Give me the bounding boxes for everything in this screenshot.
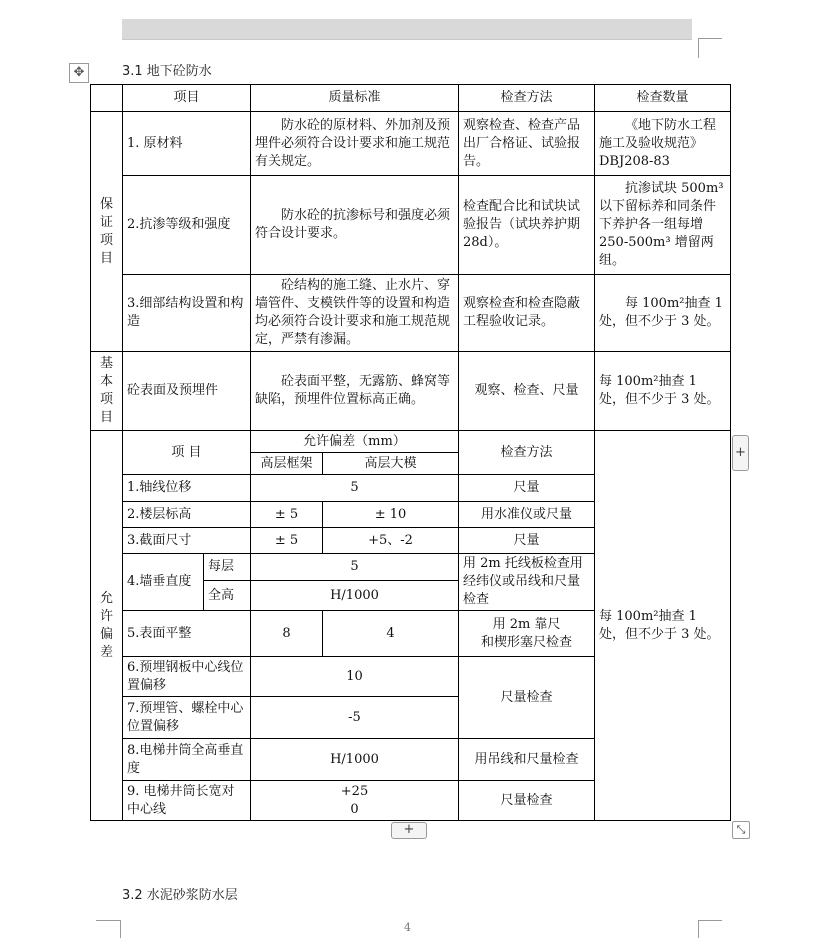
tolerance-method: 用 2m 托线板检查用经纬仪或吊线和尺量检查 <box>459 554 595 611</box>
header-item: 项目 <box>123 85 251 112</box>
basic-method: 观察、检查、尺量 <box>459 352 595 431</box>
tolerance-quantity: 每 100m²抽查 1 处，但不少于 3 处。 <box>595 431 731 821</box>
guarantee-standard: 防水砼的抗渗标号和强度必须符合设计要求。 <box>251 176 459 275</box>
guarantee-group-label: 保 证 项 目 <box>91 112 123 352</box>
tolerance-header-mold: 高层大模 <box>323 453 459 475</box>
table-move-handle-icon[interactable]: ✥ <box>69 63 89 83</box>
crop-mark <box>698 920 699 938</box>
value-line: 0 <box>350 801 359 817</box>
tolerance-item: 8.电梯井筒全高垂直度 <box>123 739 251 781</box>
tolerance-value: 5 <box>251 554 459 581</box>
guarantee-quantity: 每 100m²抽查 1处，但不少于 3 处。 <box>595 275 731 352</box>
crop-mark <box>96 920 120 921</box>
guarantee-item: 1. 原材料 <box>123 112 251 176</box>
method-line: 用 2m 靠尺 <box>492 616 561 632</box>
tolerance-value <box>251 781 459 821</box>
guarantee-standard: 砼结构的施工缝、止水片、穿墙管件、支模铁件等的设置和构造均必须符合设计要求和施工规范规定，严禁有渗漏。 <box>251 275 459 352</box>
tolerance-header-frame: 高层框架 <box>251 453 323 475</box>
tolerance-method: 尺量检查 <box>459 657 595 739</box>
page-number: 4 <box>404 921 411 934</box>
guarantee-standard: 防水砼的原材料、外加剂及预埋件必须符合设计要求和施工规范有关规定。 <box>251 112 459 176</box>
tolerance-subitem: 全高 <box>204 581 251 611</box>
tolerance-value: 5 <box>251 475 459 502</box>
guarantee-method: 检查配合比和试块试验报告（试块养护期 28d）。 <box>459 176 595 275</box>
crop-mark <box>698 920 722 921</box>
tolerance-value: -5 <box>251 697 459 739</box>
tolerance-item: 4.墙垂直度 <box>123 554 204 611</box>
quality-table <box>90 84 731 821</box>
guarantee-quantity: 抗渗试块 500m³以下留标养和同条件下养护各一组每增 250-500m³ 增留两组。 <box>595 176 731 275</box>
tolerance-item: 7.预埋管、螺栓中心位置偏移 <box>123 697 251 739</box>
tolerance-item: 2.楼层标高 <box>123 502 251 528</box>
tolerance-mold-value: +5、-2 <box>323 528 459 554</box>
tolerance-mold-value: 4 <box>323 611 459 657</box>
tolerance-frame-value: ± 5 <box>251 502 323 528</box>
tolerance-method: 尺量 <box>459 528 595 554</box>
tolerance-mold-value: ± 10 <box>323 502 459 528</box>
guarantee-method: 观察检查、检查产品出厂合格证、试验报告。 <box>459 112 595 176</box>
guarantee-item: 2.抗渗等级和强度 <box>123 176 251 275</box>
header-standard: 质量标准 <box>251 85 459 112</box>
basic-group-label: 基 本 项 目 <box>91 352 123 431</box>
tolerance-method: 用水准仪或尺量 <box>459 502 595 528</box>
tolerance-header-deviation: 允许偏差（mm） <box>251 431 459 453</box>
tolerance-header-item: 项 目 <box>123 431 251 475</box>
tolerance-method: 尺量检查 <box>459 781 595 821</box>
tolerance-group-label: 允 许 偏 差 <box>91 431 123 821</box>
method-line: 和楔形塞尺检查 <box>480 634 572 650</box>
add-column-button[interactable]: + <box>732 435 749 471</box>
tolerance-subitem: 每层 <box>204 554 251 581</box>
tolerance-item: 9. 电梯井筒长宽对中心线 <box>123 781 251 821</box>
tolerance-header-method: 检查方法 <box>459 431 595 475</box>
tolerance-item: 5.表面平整 <box>123 611 251 657</box>
crop-mark <box>698 38 722 39</box>
tolerance-value: H/1000 <box>251 739 459 781</box>
add-row-button[interactable]: + <box>391 822 427 839</box>
basic-quantity: 每 100m²抽查 1 处，但不少于 3 处。 <box>595 352 731 431</box>
tolerance-item: 1.轴线位移 <box>123 475 251 502</box>
guarantee-method: 观察检查和检查隐蔽工程验收记录。 <box>459 275 595 352</box>
guarantee-item: 3.细部结构设置和构造 <box>123 275 251 352</box>
table-resize-icon[interactable]: ⤡ <box>732 821 750 839</box>
crop-mark <box>120 920 121 938</box>
section-heading: 3.2 水泥砂浆防水层 <box>122 888 238 903</box>
header-quantity: 检查数量 <box>595 85 731 112</box>
guarantee-quantity: 《地下防水工程施工及验收规范》DBJ208-83 <box>595 112 731 176</box>
tolerance-method: 用吊线和尺量检查 <box>459 739 595 781</box>
basic-item: 砼表面及预埋件 <box>123 352 251 431</box>
tolerance-item: 6.预埋钢板中心线位置偏移 <box>123 657 251 697</box>
value-line: +25 <box>340 783 369 799</box>
tolerance-item: 3.截面尺寸 <box>123 528 251 554</box>
section-heading: 3.1 地下砼防水 <box>122 64 212 79</box>
tolerance-method <box>459 611 595 657</box>
tolerance-frame-value: 8 <box>251 611 323 657</box>
tolerance-value: 10 <box>251 657 459 697</box>
basic-standard: 砼表面平整，无露筋、蜂窝等缺陷，预埋件位置标高正确。 <box>251 352 459 431</box>
crop-mark <box>698 38 699 58</box>
tolerance-method: 尺量 <box>459 475 595 502</box>
header-method: 检查方法 <box>459 85 595 112</box>
header-empty <box>91 85 123 112</box>
tolerance-value: H/1000 <box>251 581 459 611</box>
tolerance-frame-value: ± 5 <box>251 528 323 554</box>
page-header-bar <box>122 19 692 40</box>
